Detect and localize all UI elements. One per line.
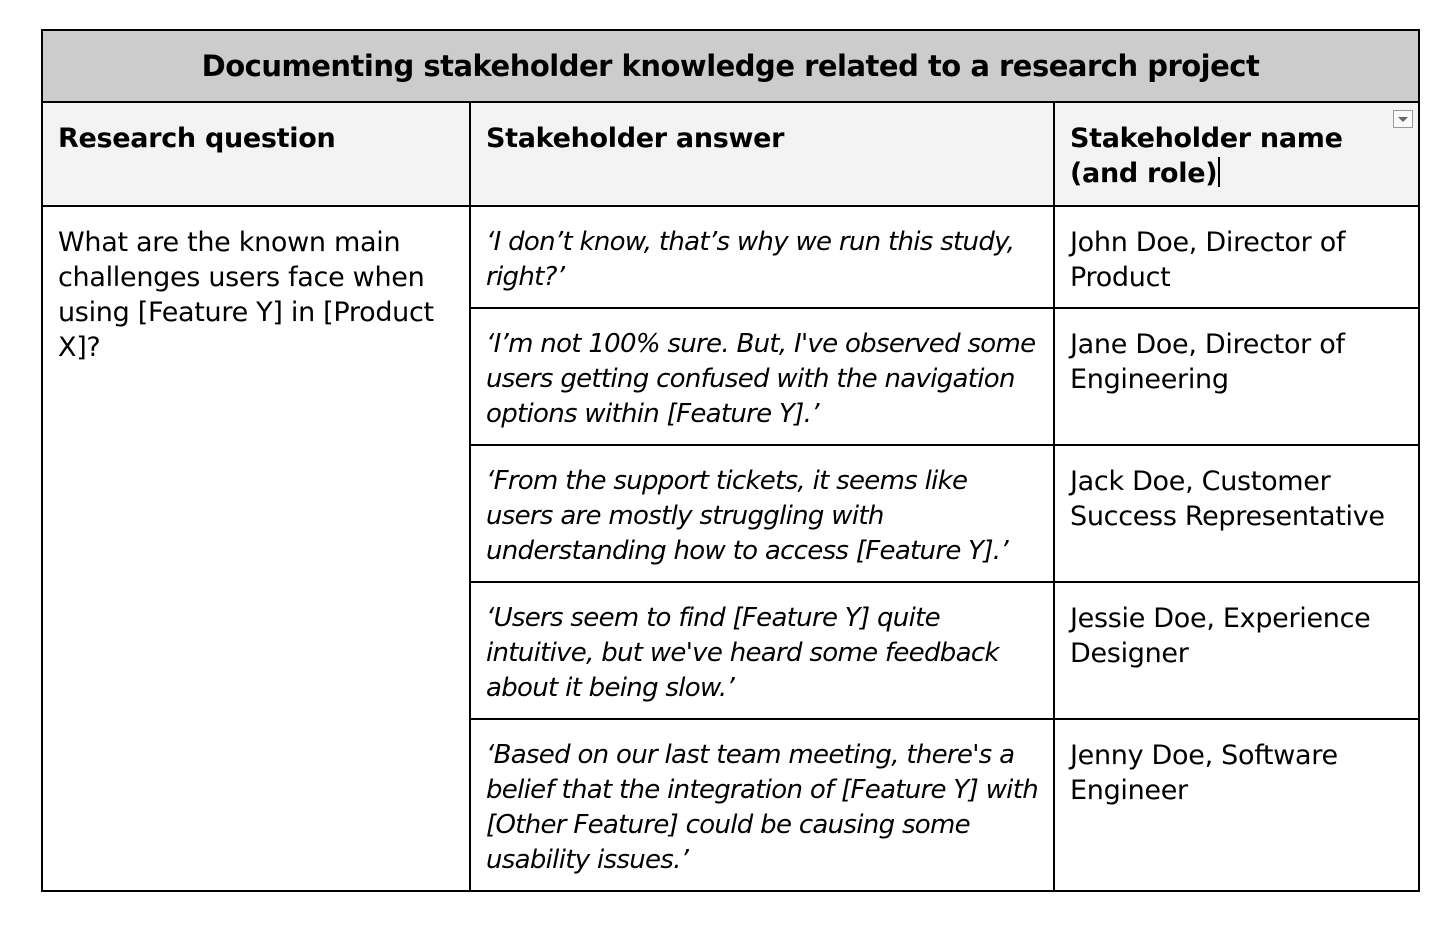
header-research-question[interactable]: [42, 102, 470, 206]
answer-cell[interactable]: [470, 719, 1054, 891]
stakeholder-knowledge-table: [41, 29, 1420, 892]
dropdown-arrow-icon[interactable]: [1393, 110, 1413, 128]
name-cell[interactable]: [1054, 206, 1419, 308]
name-cell[interactable]: [1054, 445, 1419, 582]
name-cell[interactable]: [1054, 582, 1419, 719]
answer-cell[interactable]: [470, 206, 1054, 308]
table-row: [42, 206, 1419, 308]
header-row: [42, 102, 1419, 206]
research-question-cell[interactable]: [42, 206, 470, 891]
name-cell[interactable]: [1054, 308, 1419, 445]
header-stakeholder-answer-text: Stakeholder answer: [486, 123, 785, 154]
header-research-question-text: Research question: [58, 123, 336, 154]
answer-cell[interactable]: [470, 308, 1054, 445]
answer-cell[interactable]: [470, 582, 1054, 719]
answer-text: ‘Users seem to find [Feature Y] quite intuitive, but we've heard some feedback about it being slow.’: [486, 603, 999, 703]
header-stakeholder-name-text: Stakeholder name (and role): [1070, 123, 1343, 189]
table-title[interactable]: Documenting stakeholder knowledge related to a research project: [42, 30, 1419, 102]
header-stakeholder-answer[interactable]: [470, 102, 1054, 206]
answer-text: ‘I’m not 100% sure. But, I've observed some users getting confused with the navigation options within [Feature Y].’: [486, 329, 1036, 429]
answer-text: ‘I don’t know, that’s why we run this study, right?’: [486, 227, 1015, 292]
header-stakeholder-name[interactable]: [1054, 102, 1419, 206]
research-question-text: What are the known main challenges users face when using [Feature Y] in [Product X]?: [58, 227, 434, 363]
answer-cell[interactable]: [470, 445, 1054, 582]
answer-text: ‘Based on our last team meeting, there's a belief that the integration of [Feature Y] with [Other Feature] could be causing some usability issues.’: [486, 740, 1038, 875]
name-cell[interactable]: [1054, 719, 1419, 891]
name-text: Jenny Doe, Software Engineer: [1070, 740, 1338, 806]
name-text: Jack Doe, Customer Success Representative: [1070, 466, 1385, 532]
text-cursor: [1218, 157, 1220, 187]
name-text: Jessie Doe, Experience Designer: [1070, 603, 1371, 669]
name-text: John Doe, Director of Product: [1070, 227, 1346, 293]
header-stakeholder-name-content: [1055, 103, 1418, 201]
title-row: [42, 30, 1419, 102]
answer-text: ‘From the support tickets, it seems like users are mostly struggling with understanding how to access [Feature Y].’: [486, 466, 1008, 566]
name-text: Jane Doe, Director of Engineering: [1070, 329, 1345, 395]
